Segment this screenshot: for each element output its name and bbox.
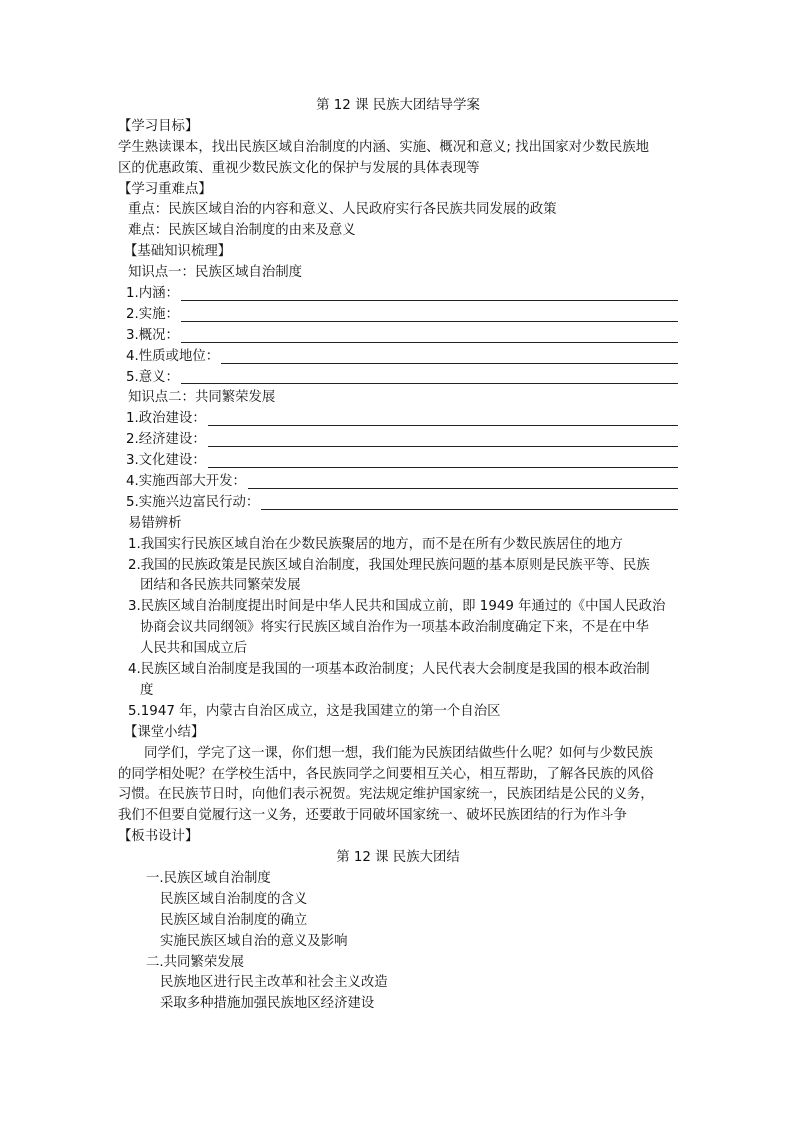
- key-points-heading: 【学习重难点】: [118, 181, 212, 197]
- board-section-1: 一.民族区域自治制度: [146, 870, 271, 886]
- fill-blank-row: [118, 451, 678, 472]
- basics-heading: 【基础知识梳理】: [124, 244, 232, 260]
- fill-blank-label: 2.经济建设：: [126, 432, 206, 448]
- answer-blank[interactable]: [221, 363, 678, 364]
- fill-blank-label: 4.性质或地位：: [126, 348, 220, 364]
- answer-blank[interactable]: [181, 300, 678, 301]
- board-item: 采取多种措施加强民族地区经济建设: [160, 996, 375, 1012]
- error-item-continued: 人民共和国成立后: [140, 641, 248, 657]
- error-item-continued: 协商会议共同纲领》将实行民族区域自治作为一项基本政治制度确定下来，不是在中华: [140, 620, 649, 636]
- fill-blank-row: [118, 305, 678, 326]
- knowledge-point-2-title: 知识点二：共同繁荣发展: [128, 390, 276, 406]
- error-item: 1.我国实行民族区域自治在少数民族聚居的地方，而不是在所有少数民族居住的地方: [128, 536, 623, 552]
- board-section-2: 二.共同繁荣发展: [146, 954, 244, 970]
- answer-blank[interactable]: [181, 321, 678, 322]
- key-point-line: 重点：民族区域自治的内容和意义、人民政府实行各民族共同发展的政策: [128, 202, 557, 218]
- document-page: [118, 96, 678, 1015]
- fill-blank-row: [118, 472, 678, 493]
- fill-blank-label: 5.实施兴边富民行动：: [126, 494, 260, 510]
- error-item: 4.民族区域自治制度是我国的一项基本政治制度；人民代表大会制度是我国的根本政治制: [128, 662, 650, 678]
- answer-blank[interactable]: [181, 342, 678, 343]
- board-heading: 【板书设计】: [118, 829, 199, 845]
- error-item-continued: 团结和各民族共同繁荣发展: [140, 578, 301, 594]
- error-item: 3.民族区域自治制度提出时间是中华人民共和国成立前，即 1949 年通过的《中国人民政治: [128, 599, 666, 615]
- summary-line: 同学们，学完了这一课，你们想一想，我们能为民族团结做些什么呢？如何与少数民族: [144, 745, 653, 761]
- board-item: 民族区域自治制度的含义: [160, 891, 308, 907]
- fill-blank-row: [118, 409, 678, 430]
- goals-heading: 【学习目标】: [118, 118, 199, 134]
- answer-blank[interactable]: [248, 488, 678, 489]
- summary-heading: 【课堂小结】: [124, 724, 205, 740]
- board-item: 实施民族区域自治的意义及影响: [160, 933, 348, 949]
- answer-blank[interactable]: [261, 509, 678, 510]
- error-item-continued: 度: [140, 682, 154, 698]
- board-title: 第 12 课 民族大团结: [336, 850, 460, 866]
- fill-blank-label: 3.文化建设：: [126, 453, 206, 469]
- fill-blank-label: 1.政治建设：: [126, 411, 206, 427]
- board-item: 民族地区进行民主改革和社会主义改造: [160, 975, 388, 991]
- goals-line: 学生熟读课本，找出民族区域自治制度的内涵、实施、概况和意义; 找出国家对少数民族地: [118, 139, 649, 155]
- answer-blank[interactable]: [208, 425, 678, 426]
- document-title: 第 12 课 民族大团结导学案: [316, 98, 480, 113]
- fill-blank-row: [118, 347, 678, 368]
- errors-heading: 易错辨析: [128, 515, 182, 531]
- goals-line: 区的优惠政策、重视少数民族文化的保护与发展的具体表现等: [118, 160, 480, 176]
- summary-line: 的同学相处呢？在学校生活中，各民族同学之间要相互关心，相互帮助，了解各民族的风俗: [118, 766, 654, 782]
- fill-blank-label: 5.意义：: [126, 369, 179, 385]
- error-item: 5.1947 年，内蒙古自治区成立，这是我国建立的第一个自治区: [128, 703, 501, 719]
- summary-line: 我们不但要自觉履行这一义务，还要敢于同破坏国家统一、破坏民族团结的行为作斗争: [118, 808, 627, 824]
- answer-blank[interactable]: [181, 383, 678, 384]
- fill-blank-row: [118, 430, 678, 451]
- fill-blank-row: [118, 368, 678, 389]
- fill-blank-label: 2.实施：: [126, 306, 179, 322]
- fill-blank-label: 3.概况：: [126, 327, 179, 343]
- fill-blank-row: [118, 284, 678, 305]
- summary-line: 习惯。在民族节日时，向他们表示祝贺。宪法规定维护国家统一，民族团结是公民的义务，: [118, 787, 654, 803]
- answer-blank[interactable]: [208, 467, 678, 468]
- board-item: 民族区域自治制度的确立: [160, 912, 308, 928]
- key-point-line: 难点：民族区域自治制度的由来及意义: [128, 223, 356, 239]
- fill-blank-label: 4.实施西部大开发：: [126, 474, 246, 490]
- fill-blank-row: [118, 493, 678, 514]
- fill-blank-row: [118, 326, 678, 347]
- fill-blank-label: 1.内涵：: [126, 286, 179, 301]
- answer-blank[interactable]: [208, 446, 678, 447]
- error-item: 2.我国的民族政策是民族区域自治制度，我国处理民族问题的基本原则是民族平等、民族: [128, 557, 650, 573]
- knowledge-point-1-title: 知识点一：民族区域自治制度: [128, 265, 303, 281]
